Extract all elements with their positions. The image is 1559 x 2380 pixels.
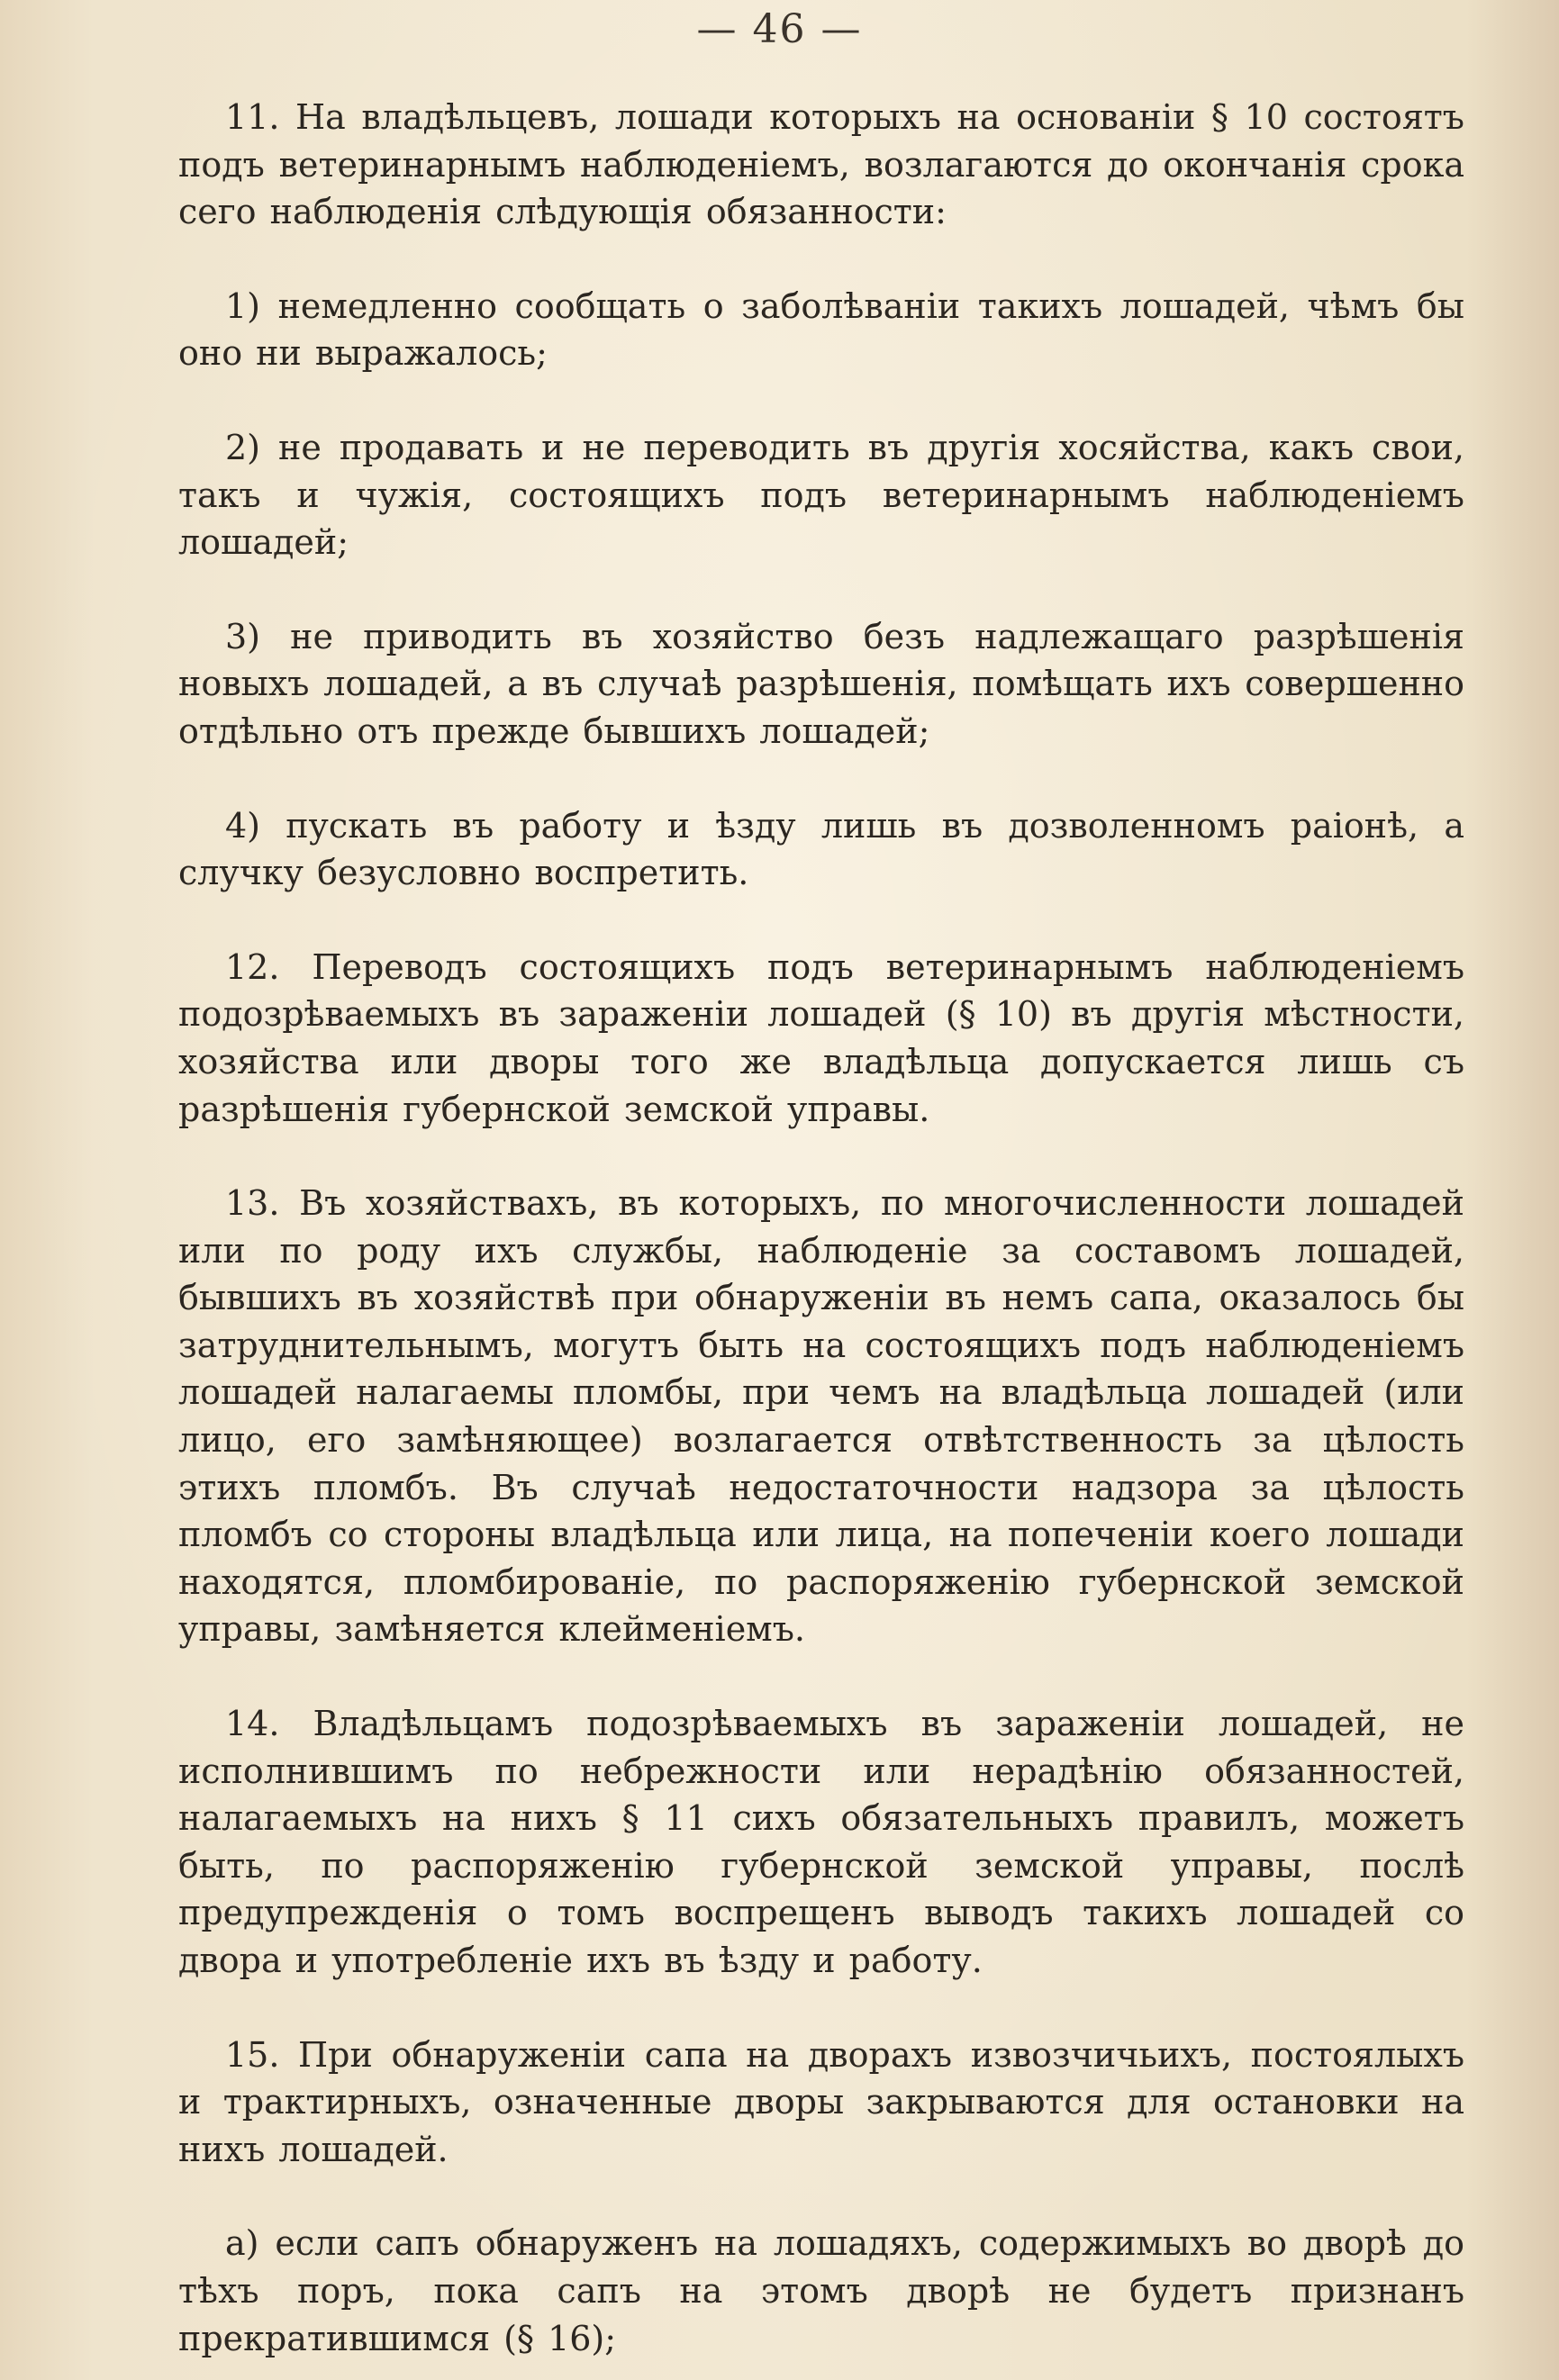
paragraph-14: 14. Владѣльцамъ подозрѣваемыхъ въ зараженіи лошадей, не исполнившимъ по небрежности или нерадѣнію обязанностей, налагаемыхъ на нихъ § 11 сихъ обязательныхъ правилъ, можетъ быть, по распоряженію губернской земской управы, послѣ предупрежденія о томъ воспрещенъ выводъ такихъ лошадей со двора и употребленіе ихъ въ ѣзду и работу. (178, 1704, 1464, 1980)
paragraph-11-item-4: 4) пускать въ работу и ѣзду лишь въ дозволенномъ раіонѣ, а случку безусловно воспретить. (178, 805, 1464, 893)
paragraph-11-item-3: 3) не приводить въ хозяйство безъ надлежащаго разрѣшенія новыхъ лошадей, а въ случаѣ разрѣшенія, помѣщать ихъ совершенно отдѣльно отъ прежде бывшихъ лошадей; (178, 616, 1464, 751)
paragraph-13: 13. Въ хозяйствахъ, въ которыхъ, по многочисленности лошадей или по роду ихъ службы, наблюденіе за составомъ лошадей, бывшихъ въ хозяйствѣ при обнаруженіи въ немъ сапа, оказалось бы затруднительнымъ, могутъ быть на состоящихъ подъ наблюденіемъ лошадей налагаемы пломбы, при чемъ на владѣльца лошадей (или лицо, его замѣняющее) возлагается отвѣтственность за цѣлость этихъ пломбъ. Въ случаѣ недостаточности надзора за цѣлость пломбъ со стороны владѣльца или лица, на попеченіи коего лошади находятся, пломбированіе, по распоряженію губернской земской управы, замѣняется клейменіемъ. (178, 1183, 1464, 1650)
paragraph-11-item-1: 1) немедленно сообщать о заболѣваніи такихъ лошадей, чѣмъ бы оно ни выражалось; (178, 285, 1464, 374)
paragraph-11-item-2: 2) не продавать и не переводить въ другія хосяйства, какъ свои, такъ и чужія, состоящихъ подъ ветеринарнымъ наблюденіемъ лошадей; (178, 427, 1464, 563)
page-number: — 46 — (696, 6, 863, 52)
paragraph-15-item-a: а) если сапъ обнаруженъ на лошадяхъ, содержимыхъ во дворѣ до тѣхъ поръ, пока сапъ на этомъ дворѣ не будетъ признанъ прекратившимся (§ 16); (178, 2223, 1464, 2358)
paragraph-15: 15. При обнаруженіи сапа на дворахъ извозчичьихъ, постоялыхъ и трактирныхъ, означенные дворы закрываются для остановки на нихъ лошадей. (178, 2034, 1464, 2169)
document-body (178, 94, 1464, 2362)
paragraph-11: 11. На владѣльцевъ, лошади которыхъ на основаніи § 10 состоятъ подъ ветеринарнымъ наблюденіемъ, возлагаются до окончанія срока сего наблюденія слѣдующія обязанности: (178, 97, 1464, 232)
paragraph-12: 12. Переводъ состоящихъ подъ ветеринарнымъ наблюденіемъ подозрѣваемыхъ въ зараженіи лошадей (§ 10) въ другія мѣстности, хозяйства или дворы того же владѣльца допускается лишь съ разрѣшенія губернской земской управы. (178, 946, 1464, 1129)
